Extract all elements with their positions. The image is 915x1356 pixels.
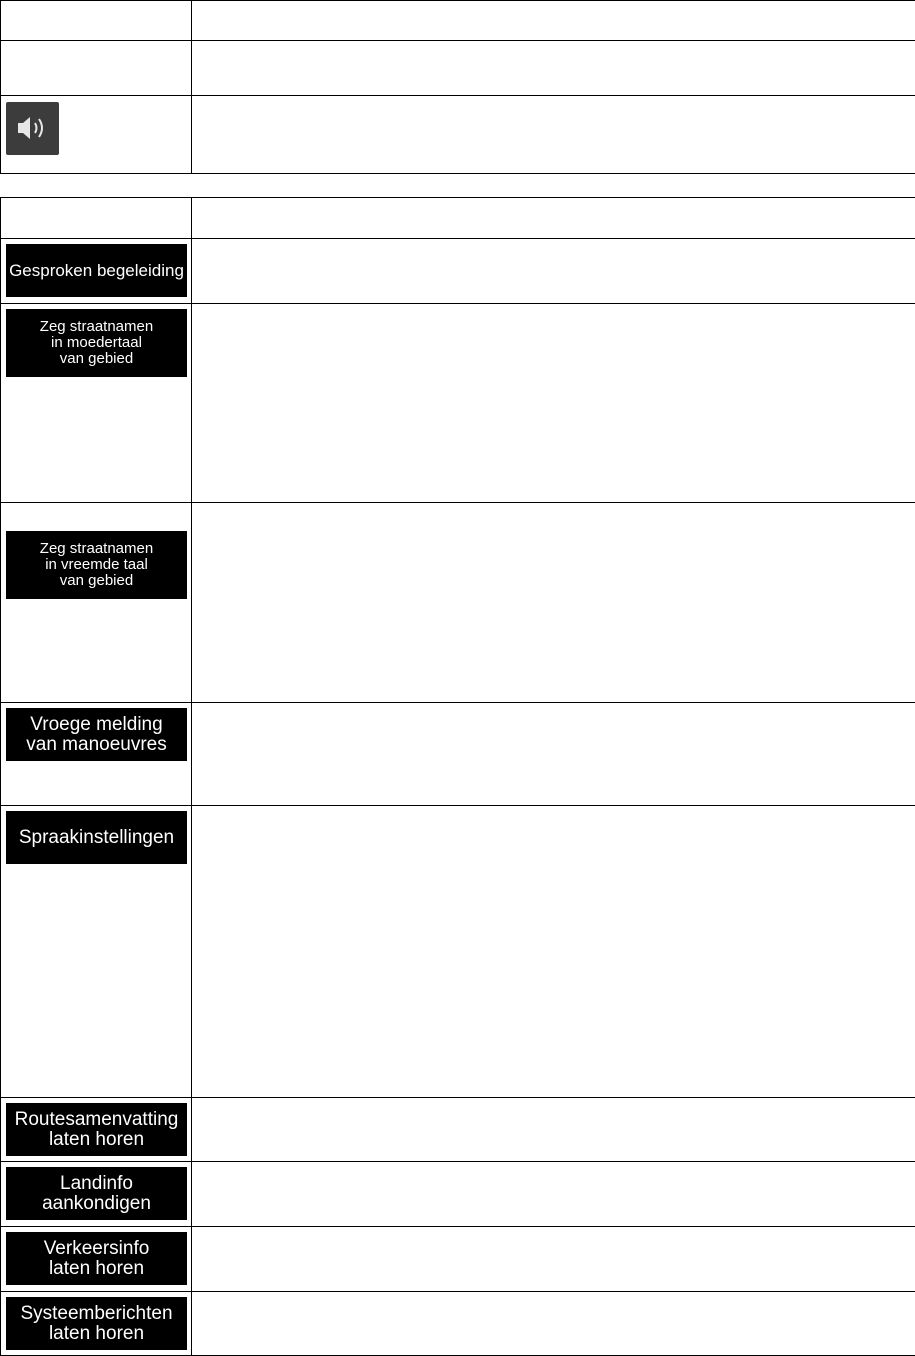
button-cell: [1, 304, 192, 503]
table-row: [1, 806, 915, 1098]
foreign-street-names-button[interactable]: [6, 531, 187, 599]
table-row: [1, 503, 915, 703]
button-label: Gesproken begeleiding: [9, 260, 184, 280]
button-label-line: Verkeersinfo: [43, 1237, 150, 1259]
description-cell: [192, 503, 915, 703]
icon-cell: [1, 41, 192, 96]
traffic-info-button[interactable]: [6, 1232, 187, 1285]
header-cell-description: [192, 1, 915, 41]
button-cell: [1, 703, 192, 806]
country-info-button[interactable]: [6, 1167, 187, 1220]
table-row: [1, 1227, 915, 1292]
button-label: Spraakinstellingen: [18, 826, 175, 848]
description-cell: [192, 1292, 915, 1356]
description-cell: [192, 1098, 915, 1162]
description-cell: [192, 304, 915, 503]
button-label-line: in vreemde taal: [45, 556, 148, 574]
voice-guidance-button[interactable]: [6, 244, 187, 297]
button-cell: [1, 1162, 192, 1227]
table-row: [1, 1098, 915, 1162]
button-label-line: Routesamenvatting: [14, 1108, 179, 1130]
button-cell: [1, 806, 192, 1098]
button-label-line: van gebied: [59, 349, 134, 367]
button-label-line: in moedertaal: [51, 334, 142, 352]
icon-cell: [1, 96, 192, 174]
header-cell-icon: [1, 1, 192, 41]
button-cell: [1, 1292, 192, 1356]
header-cell-description: [192, 198, 915, 239]
description-cell: [192, 1227, 915, 1292]
voice-settings-table: [0, 197, 915, 1356]
table-row: [1, 304, 915, 503]
button-label-line: laten horen: [48, 1322, 145, 1344]
description-cell: [192, 41, 915, 96]
description-cell: [192, 703, 915, 806]
table-row: [1, 96, 915, 174]
button-label-line: laten horen: [48, 1128, 145, 1150]
table-header-row: [1, 1, 915, 41]
native-street-names-button[interactable]: [6, 309, 187, 377]
button-label-line: Landinfo: [60, 1172, 133, 1194]
button-cell: [1, 239, 192, 304]
button-label-line: aankondigen: [42, 1192, 151, 1214]
button-label-line: van manoeuvres: [26, 733, 167, 755]
early-maneuver-warning-button[interactable]: [6, 708, 187, 761]
button-cell: [1, 1227, 192, 1292]
header-cell-button: [1, 198, 192, 239]
description-cell: [192, 1162, 915, 1227]
table-row: [1, 1162, 915, 1227]
table-row: [1, 239, 915, 304]
system-messages-button[interactable]: [6, 1297, 187, 1350]
speaker-volume-icon[interactable]: [6, 102, 59, 155]
button-label-line: Zeg straatnamen: [39, 540, 154, 558]
button-label-line: Vroege melding: [30, 713, 163, 735]
table-row: [1, 1292, 915, 1356]
button-label-line: laten horen: [48, 1257, 145, 1279]
route-summary-button[interactable]: [6, 1103, 187, 1156]
description-cell: [192, 96, 915, 174]
table-row: [1, 41, 915, 96]
button-label-line: van gebied: [59, 571, 134, 589]
description-cell: [192, 806, 915, 1098]
button-label-line: Zeg straatnamen: [39, 318, 154, 336]
table-row: [1, 703, 915, 806]
button-label-line: Systeemberichten: [20, 1302, 173, 1324]
table-header-row: [1, 198, 915, 239]
button-cell: [1, 503, 192, 703]
button-cell: [1, 1098, 192, 1162]
icon-table: [0, 0, 915, 174]
description-cell: [192, 239, 915, 304]
voice-settings-button[interactable]: [6, 811, 187, 864]
